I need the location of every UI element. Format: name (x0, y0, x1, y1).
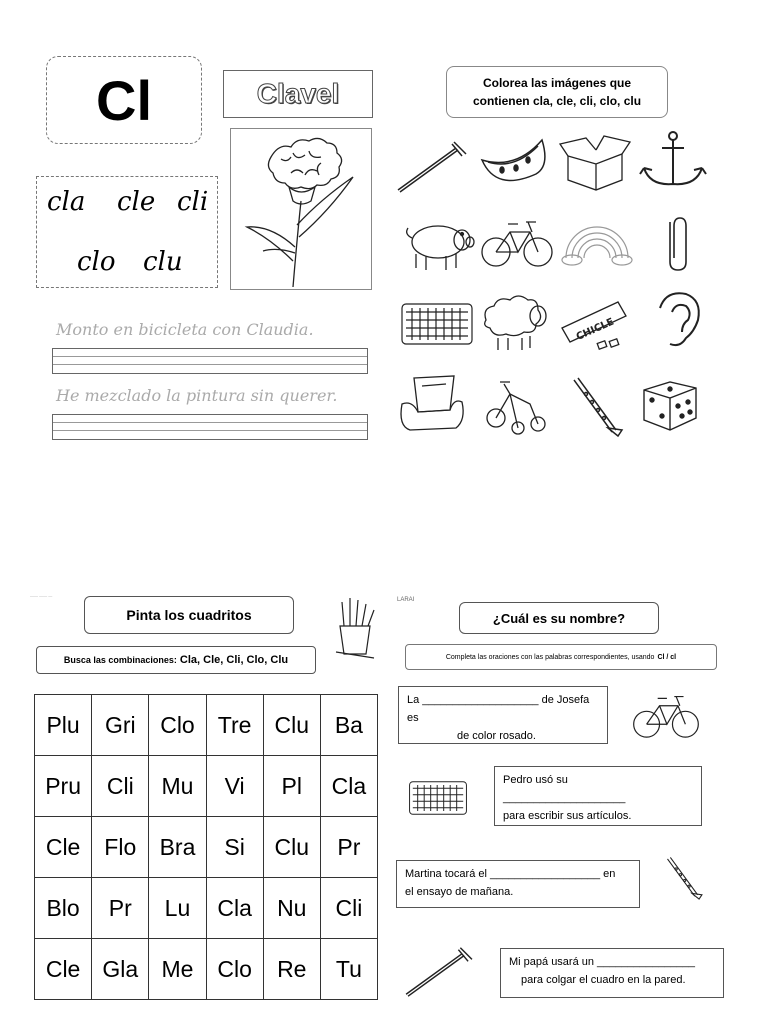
sentence-4-line1: Mi papá usará un ________________ (509, 956, 695, 968)
grid-cell[interactable]: Gla (92, 939, 149, 1000)
grid-cell[interactable]: Clu (263, 817, 320, 878)
writing-lines-1[interactable] (52, 348, 368, 374)
clarinet-icon[interactable] (558, 376, 636, 440)
box-icon[interactable] (556, 130, 634, 194)
syllable-cli: cli (177, 187, 209, 217)
paint-title-box (84, 596, 294, 634)
armchair-icon[interactable] (394, 370, 472, 434)
pig-icon[interactable] (402, 212, 480, 276)
keyboard-icon (398, 772, 478, 824)
nail-icon (400, 940, 480, 1002)
grid-cell[interactable]: Clo (206, 939, 263, 1000)
grid-cell[interactable]: Tre (206, 695, 263, 756)
grid-cell[interactable]: Bra (149, 817, 206, 878)
complete-instruction-text: Completa las oraciones con las palabras correspondientes, usando (445, 653, 655, 661)
grid-cell[interactable]: Cle (35, 939, 92, 1000)
syllable-grid (34, 694, 378, 1000)
color-instruction-box (446, 66, 668, 118)
color-instruction-line1: Colorea las imágenes que (482, 76, 632, 90)
paint-title: Pinta los cuadritos (126, 607, 252, 623)
syllable-clo: clo (77, 247, 116, 277)
syllables-card (36, 176, 218, 288)
sentence-1-line1: La ___________________ de Josefa es (407, 694, 590, 724)
bicycle-icon (630, 684, 702, 746)
keyboard-icon[interactable] (398, 292, 476, 356)
grid-cell[interactable]: Cla (206, 878, 263, 939)
grid-row (35, 756, 378, 817)
pencil-cup-icon (330, 596, 378, 660)
sentence-2-line1: Pedro usó su ____________________ (503, 774, 626, 804)
writing-lines-2[interactable] (52, 414, 368, 440)
ear-icon[interactable] (636, 288, 714, 352)
clip-icon[interactable] (640, 212, 718, 276)
grid-row (35, 939, 378, 1000)
anchor-icon[interactable] (634, 128, 712, 192)
grid-cell[interactable]: Blo (35, 878, 92, 939)
grid-cell[interactable]: Lu (149, 878, 206, 939)
sentence-box-1[interactable] (398, 686, 608, 744)
grid-cell[interactable]: Pr (92, 878, 149, 939)
name-title: ¿Cuál es su nombre? (492, 610, 626, 626)
clarinet-icon (656, 846, 712, 912)
grid-row (35, 878, 378, 939)
grid-cell[interactable]: Flo (92, 817, 149, 878)
grid-cell[interactable]: Nu (263, 878, 320, 939)
name-title-box (459, 602, 659, 634)
letter-card (46, 56, 202, 144)
sentence-box-2[interactable] (494, 766, 702, 826)
bicycle-icon[interactable] (478, 210, 556, 274)
grid-cell[interactable]: Cla (320, 756, 377, 817)
grid-cell[interactable]: Pl (263, 756, 320, 817)
grid-cell[interactable]: Tu (320, 939, 377, 1000)
grid-cell[interactable]: Clu (263, 695, 320, 756)
search-combos: Cla, Cle, Cli, Clo, Clu (179, 654, 289, 666)
grid-cell[interactable]: Si (206, 817, 263, 878)
sentence-2-line2: para escribir sus artículos. (503, 810, 632, 822)
grid-cell[interactable]: Re (263, 939, 320, 1000)
sheep-icon[interactable] (476, 290, 554, 354)
letter-heading: Cl (96, 68, 152, 132)
grid-row (35, 817, 378, 878)
search-prefix: Busca las combinaciones: (63, 655, 177, 665)
complete-instruction-bold: Cl / cl (657, 653, 677, 661)
tiny-header-left: —— —— — (30, 593, 53, 598)
chicle-label: CHICLE (574, 316, 616, 343)
grid-cell[interactable]: Plu (35, 695, 92, 756)
grid-cell[interactable]: Me (149, 939, 206, 1000)
trace-sentence-2: He mezclado la pintura sin querer. (56, 386, 338, 405)
tiny-header-right: LARAI (397, 597, 415, 603)
tricycle-icon[interactable] (476, 374, 554, 438)
grid-cell[interactable]: Vi (206, 756, 263, 817)
sentence-4-line2: para colgar el cuadro en la pared. (521, 974, 686, 986)
nail-icon[interactable] (394, 134, 472, 198)
grid-cell[interactable]: Pr (320, 817, 377, 878)
chicle-icon[interactable] (556, 292, 634, 356)
complete-instruction-box (405, 644, 717, 670)
grid-cell[interactable]: Gri (92, 695, 149, 756)
sentence-3-line2: el ensayo de mañana. (405, 886, 514, 898)
grid-cell[interactable]: Ba (320, 695, 377, 756)
grid-cell[interactable]: Pru (35, 756, 92, 817)
syllable-cla: cla (47, 187, 86, 217)
syllable-clu: clu (143, 247, 183, 277)
color-instruction-line2: contienen cla, cle, cli, clo, clu (472, 94, 642, 108)
sentence-box-4[interactable] (500, 948, 724, 998)
grid-cell[interactable]: Cli (320, 878, 377, 939)
trace-sentence-1: Monto en bicicleta con Claudia. (56, 320, 314, 339)
watermelon-icon[interactable] (476, 130, 554, 194)
grid-cell[interactable]: Cle (35, 817, 92, 878)
grid-cell[interactable]: Mu (149, 756, 206, 817)
rainbow-icon[interactable] (558, 212, 636, 276)
grid-row (35, 695, 378, 756)
dice-icon[interactable] (636, 372, 714, 436)
sentence-3-line1: Martina tocará el __________________ en (405, 868, 616, 880)
sentence-1-line2: de color rosado. (457, 730, 536, 742)
carnation-icon (231, 129, 371, 289)
sentence-box-3[interactable] (396, 860, 640, 908)
search-instruction-box (36, 646, 316, 674)
word-outlined: Clavel (256, 78, 340, 109)
grid-cell[interactable]: Clo (149, 695, 206, 756)
grid-cell[interactable]: Cli (92, 756, 149, 817)
carnation-illustration (230, 128, 372, 290)
word-card (223, 70, 373, 118)
syllable-cle: cle (117, 187, 156, 217)
